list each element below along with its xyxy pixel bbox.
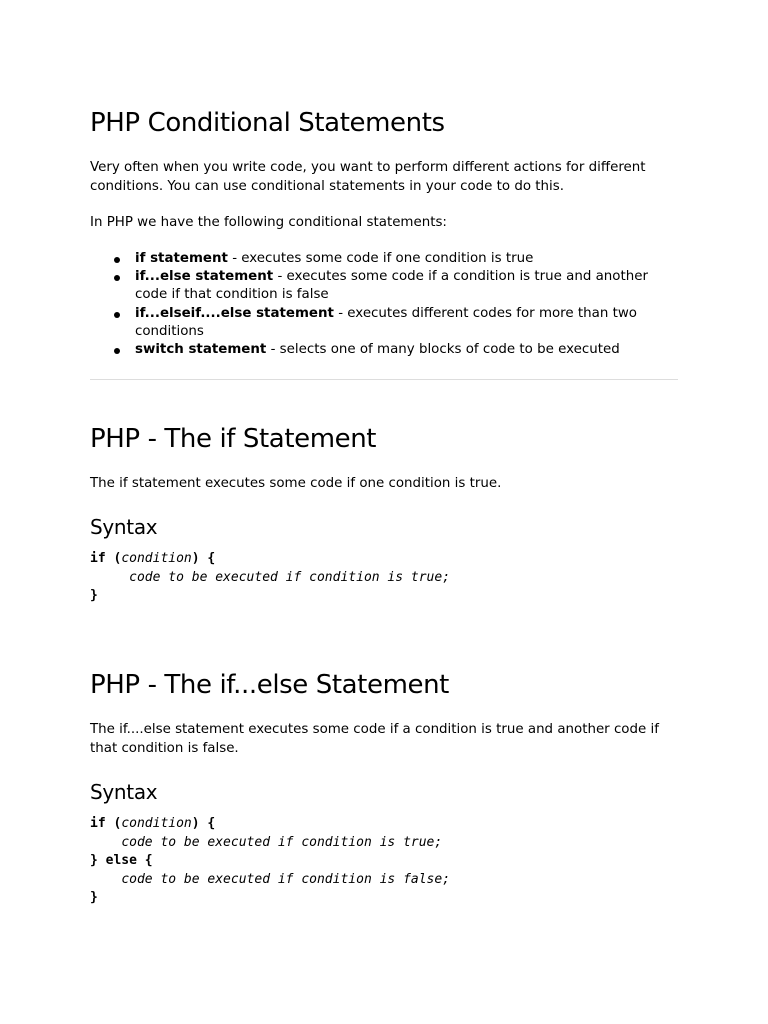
list-item-term: if...else statement — [135, 269, 274, 285]
if-else-statement-title: PHP - The if...else Statement — [90, 670, 449, 700]
if-statement-description: The if statement executes some code if one condition is true. — [90, 476, 502, 491]
section-divider — [90, 379, 678, 380]
list-item-term: switch statement — [135, 342, 267, 358]
if-else-syntax-code — [90, 815, 450, 908]
if-else-statement-description: The if....else statement executes some code if a condition is true and another code if that condition is false. — [90, 722, 659, 756]
list-item-term: if...elseif....else statement — [135, 305, 334, 321]
list-item-desc: - executes different codes for more than two conditions — [135, 305, 637, 339]
code-keyword: ) { — [191, 816, 216, 831]
bullet-icon — [114, 257, 120, 263]
list-item — [90, 305, 680, 341]
lead-paragraph: In PHP we have the following conditional statements: — [90, 215, 447, 230]
list-item-desc: - executes some code if a condition is true and another code if that condition is false — [135, 269, 648, 303]
bullet-icon — [114, 312, 120, 318]
code-body: code to be executed if condition is true; — [129, 569, 451, 585]
code-body: code to be executed if condition is false; — [121, 871, 451, 887]
if-syntax-heading: Syntax — [90, 515, 158, 539]
code-keyword: if ( — [90, 551, 122, 566]
list-item-desc: - selects one of many blocks of code to be executed — [266, 342, 620, 358]
list-item — [90, 341, 680, 359]
list-item-desc: - executes some code if one condition is true — [227, 251, 534, 266]
if-else-syntax-heading: Syntax — [90, 780, 158, 804]
bullet-icon — [114, 275, 120, 281]
code-keyword: } else { — [90, 853, 153, 868]
if-statement-title: PHP - The if Statement — [90, 424, 377, 454]
code-keyword: ) { — [191, 551, 216, 566]
bullet-icon — [114, 348, 120, 354]
page-title: PHP Conditional Statements — [90, 108, 445, 138]
list-item — [90, 250, 680, 268]
code-body: code to be executed if condition is true; — [121, 834, 443, 850]
code-keyword: if ( — [90, 816, 122, 831]
list-item — [90, 268, 680, 304]
if-syntax-code — [90, 550, 450, 606]
code-keyword: } — [90, 588, 98, 603]
code-condition: condition — [121, 816, 192, 831]
conditional-statements-list — [90, 250, 680, 359]
intro-paragraph: Very often when you write code, you want to perform different actions for different conditions. You can use conditional statements in your code to do this. — [90, 160, 646, 194]
code-condition: condition — [121, 551, 192, 566]
code-keyword: } — [90, 890, 98, 905]
list-item-term: if statement — [135, 251, 228, 266]
